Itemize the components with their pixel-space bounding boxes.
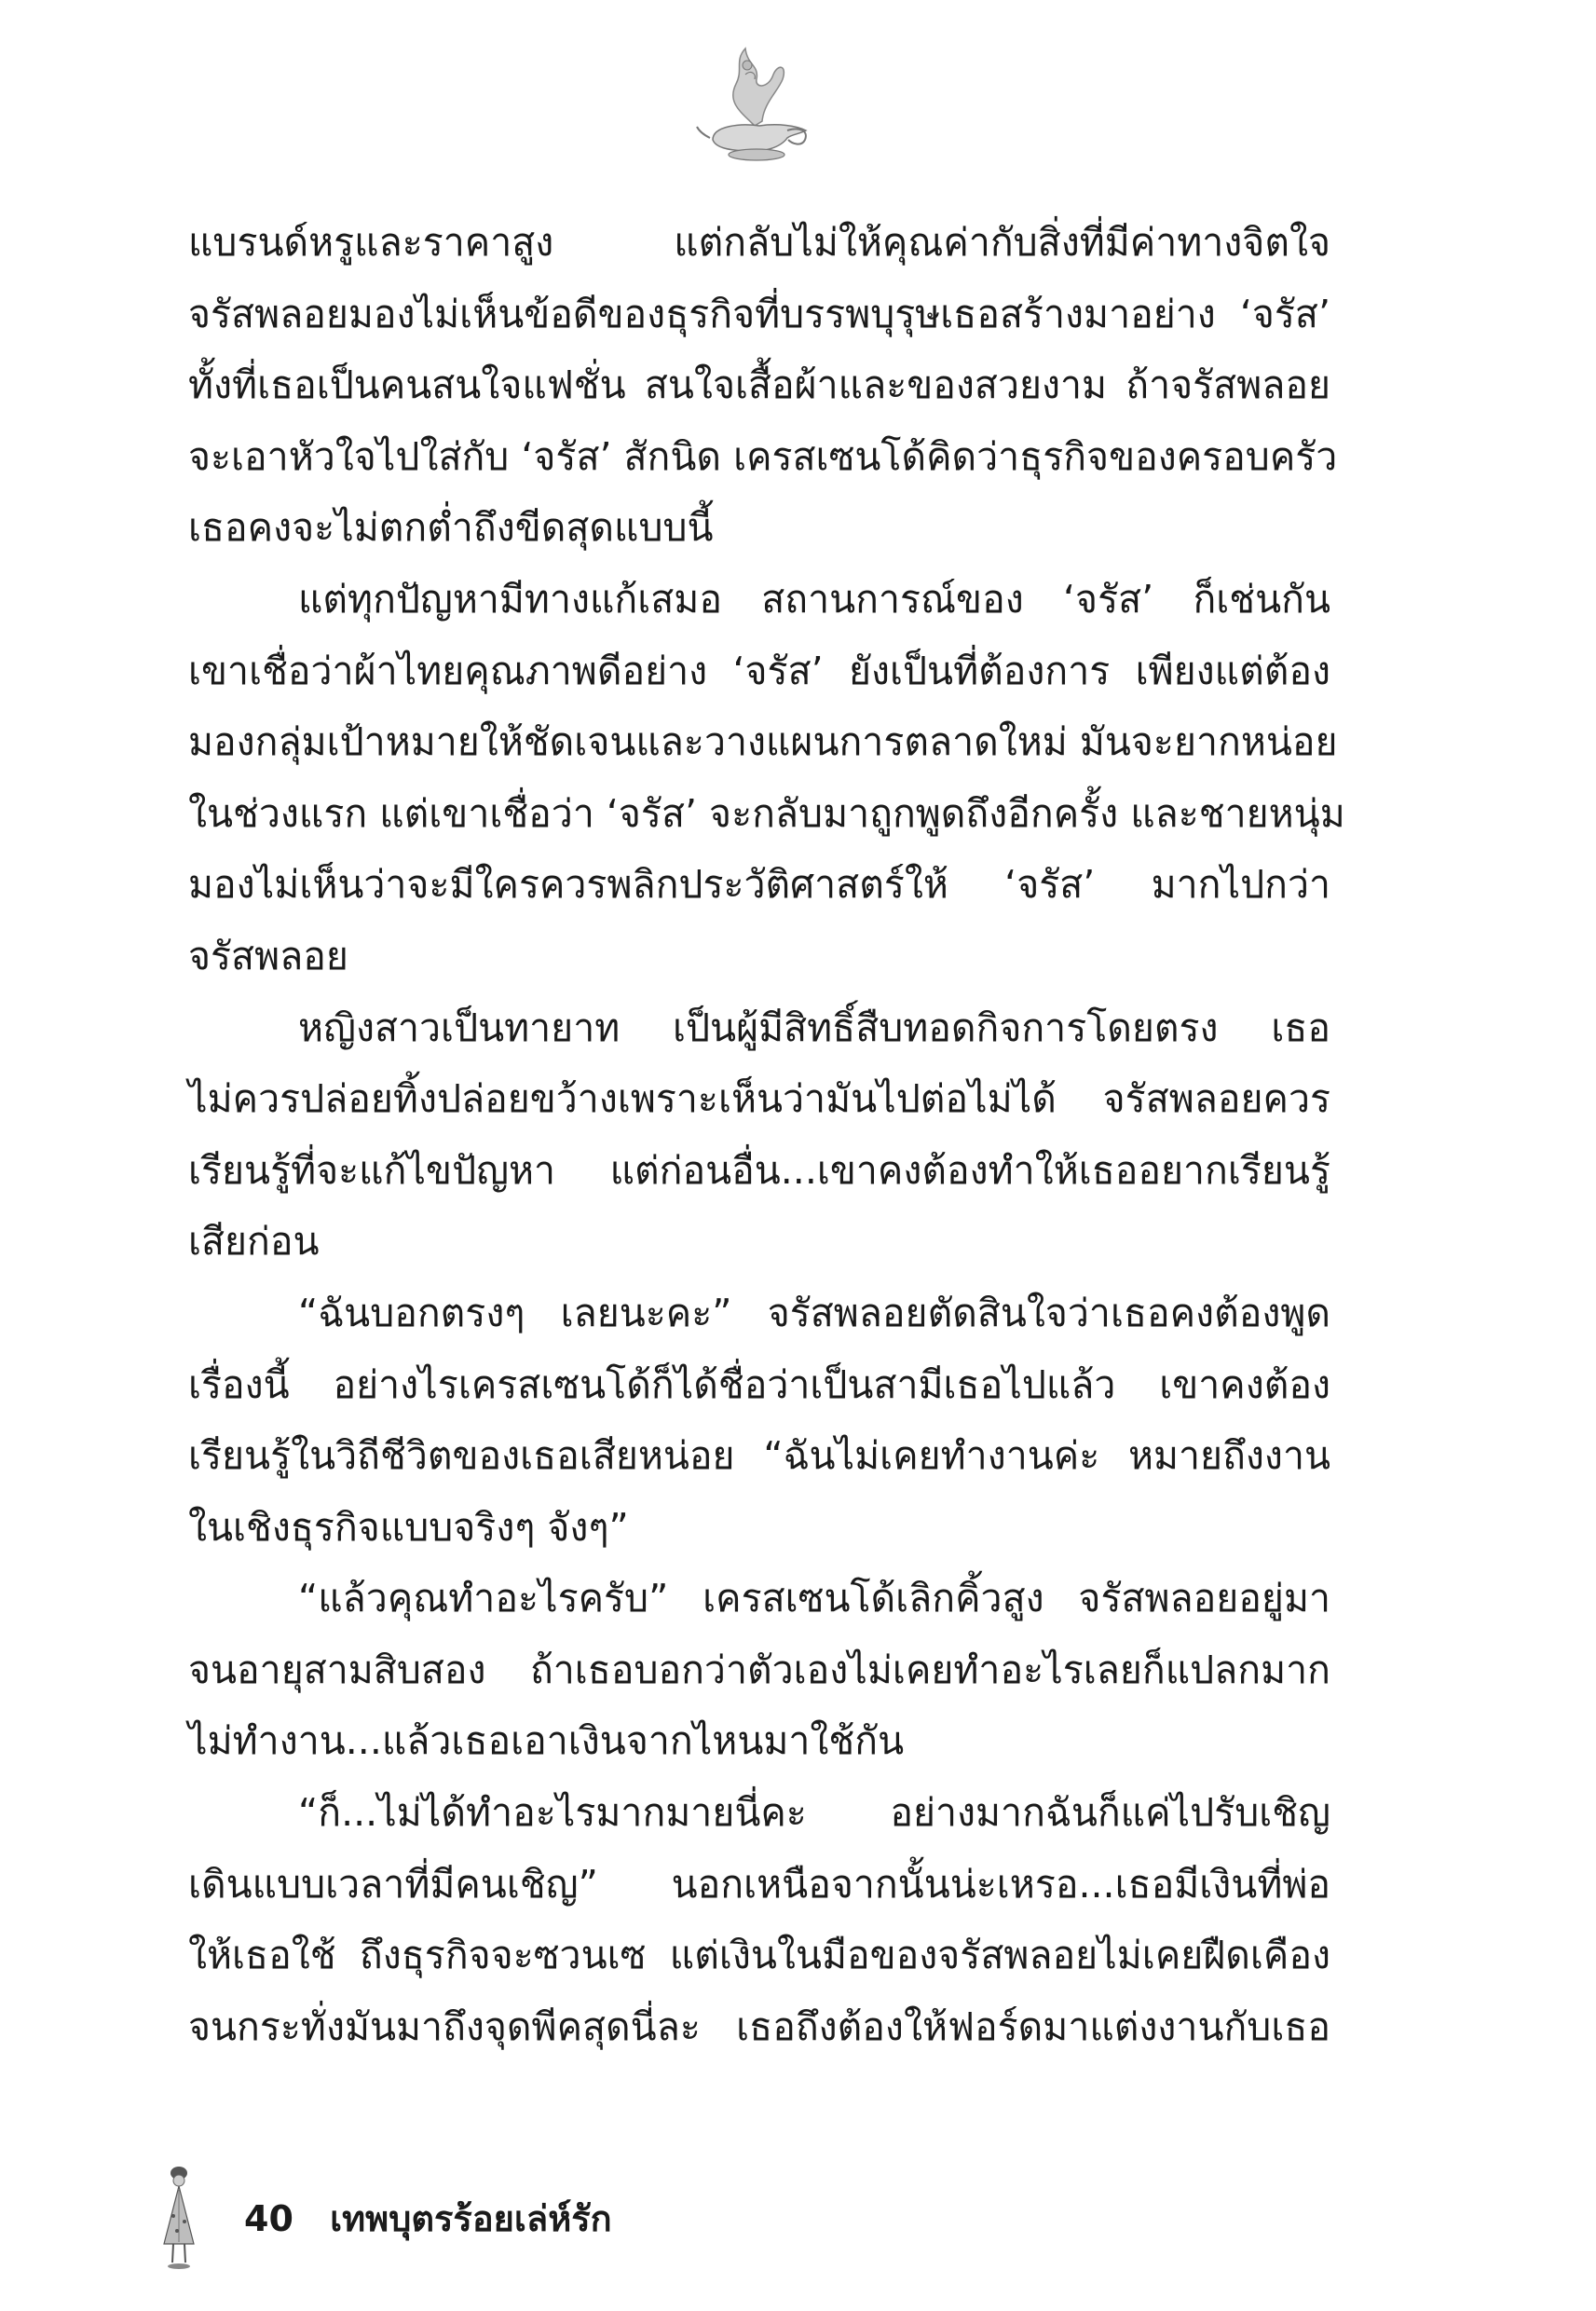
- text-line: “ฉันบอกตรงๆ เลยนะคะ” จรัสพลอยตัดสินใจว่าเธอคงต้องพูด: [298, 1290, 1330, 1335]
- robed-figure-icon: [158, 2162, 199, 2274]
- page-footer: [158, 2162, 717, 2283]
- text-line: เรียนรู้ที่จะแก้ไขปัญหา แต่ก่อนอื่น...เขาคงต้องทำให้เธออยากเรียนรู้: [188, 1147, 1330, 1193]
- text-line: ทั้งที่เธอเป็นคนสนใจแฟชั่น สนใจเสื้อผ้าและของสวยงาม ถ้าจรัสพลอย: [188, 362, 1330, 408]
- cupid-genie-lamp-icon: [689, 37, 820, 168]
- text-line: แบรนด์หรูและราคาสูง แต่กลับไม่ให้คุณค่ากับสิ่งที่มีค่าทางจิตใจ: [188, 220, 1330, 265]
- text-line: หญิงสาวเป็นทายาท เป็นผู้มีสิทธิ์สืบทอดกิจการโดยตรง เธอ: [298, 1005, 1330, 1050]
- text-line: จะเอาหัวใจไปใส่กับ ‘จรัส’ สักนิด เครสเซนโด้คิดว่าธุรกิจของครอบครัว: [188, 433, 1338, 479]
- text-line: เรียนรู้ในวิถีชีวิตของเธอเสียหน่อย “ฉันไม่เคยทำงานค่ะ หมายถึงงาน: [188, 1433, 1330, 1479]
- text-line: ในช่วงแรก แต่เขาเชื่อว่า ‘จรัส’ จะกลับมาถูกพูดถึงอีกครั้ง และชายหนุ่ม: [188, 790, 1345, 836]
- text-line: เขาเชื่อว่าผ้าไทยคุณภาพดีอย่าง ‘จรัส’ ยังเป็นที่ต้องการ เพียงแต่ต้อง: [188, 648, 1330, 693]
- text-line: จนอายุสามสิบสอง ถ้าเธอบอกว่าตัวเองไม่เคยทำอะไรเลยก็แปลกมาก: [188, 1647, 1330, 1692]
- story-body-text: [188, 207, 1345, 2062]
- text-line: แต่ทุกปัญหามีทางแก้เสมอ สถานการณ์ของ ‘จรัส’ ก็เช่นกัน: [298, 576, 1330, 622]
- text-line: ให้เธอใช้ ถึงธุรกิจจะซวนเซ แต่เงินในมือของจรัสพลอยไม่เคยฝืดเคือง: [188, 1933, 1330, 1978]
- text-line: เดินแบบเวลาที่มีคนเชิญ” นอกเหนือจากนั้นน่ะเหรอ...เธอมีเงินที่พ่อ: [188, 1861, 1330, 1907]
- text-line: ในเชิงธุรกิจแบบจริงๆ จังๆ”: [188, 1504, 629, 1550]
- text-line: เรื่องนี้ อย่างไรเครสเซนโด้ก็ได้ชื่อว่าเป็นสามีเธอไปแล้ว เขาคงต้อง: [188, 1361, 1330, 1407]
- text-line: เธอคงจะไม่ตกต่ำถึงขีดสุดแบบนี้: [188, 505, 714, 551]
- text-line: “แล้วคุณทำอะไรครับ” เครสเซนโด้เลิกคิ้วสูง จรัสพลอยอยู่มา: [298, 1576, 1330, 1621]
- text-line: มองไม่เห็นว่าจะมีใครควรพลิกประวัติศาสตร์ให้ ‘จรัส’ มากไปกว่า: [188, 862, 1330, 908]
- page-number: 40: [244, 2198, 293, 2239]
- text-line: จนกระทั่งมันมาถึงจุดพีคสุดนี่ละ เธอถึงต้องให้ฟอร์ดมาแต่งงานกับเธอ: [188, 2003, 1330, 2049]
- text-line: มองกลุ่มเป้าหมายให้ชัดเจนและวางแผนการตลาดใหม่ มันจะยากหน่อย: [188, 719, 1338, 765]
- text-line: จรัสพลอย: [188, 933, 348, 978]
- text-line: ไม่ควรปล่อยทิ้งปล่อยขว้างเพราะเห็นว่ามันไปต่อไม่ได้ จรัสพลอยควร: [188, 1076, 1330, 1122]
- text-line: เสียก่อน: [188, 1219, 320, 1265]
- text-line: จรัสพลอยมองไม่เห็นข้อดีของธุรกิจที่บรรพบุรุษเธอสร้างมาอย่าง ‘จรัส’: [188, 291, 1330, 336]
- book-title: เทพบุตรร้อยเล่ห์รัก: [330, 2198, 612, 2239]
- text-line: “ก็...ไม่ได้ทำอะไรมากมายนี่คะ อย่างมากฉันก็แค่ไปรับเชิญ: [298, 1790, 1330, 1836]
- footer-text: [244, 2190, 612, 2247]
- text-line: ไม่ทำงาน...แล้วเธอเอาเงินจากไหนมาใช้กัน: [188, 1718, 905, 1764]
